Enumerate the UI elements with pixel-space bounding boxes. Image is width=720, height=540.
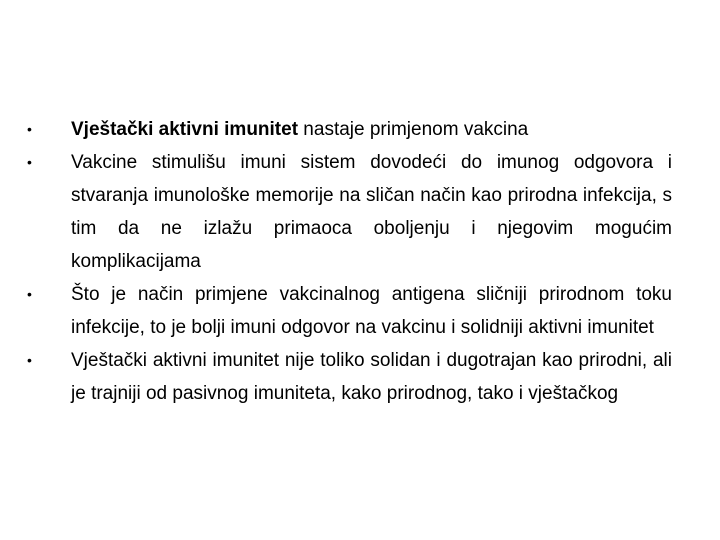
bullet-item-2-text: Vakcine stimulišu imuni sistem dovodeći do imunog odgovora i stvaranja imunološke memorije na sličan način kao prirodna infekcija, s tim da ne izlažu primaoca oboljenju i njegovim mogućim komplikacijama: [71, 152, 672, 272]
bullet-item-2: [27, 146, 672, 278]
bullet-list: [27, 113, 672, 410]
bullet-marker: •: [27, 286, 32, 302]
bullet-item-1: [27, 113, 672, 146]
bullet-item-4-text: Vještački aktivni imunitet nije toliko solidan i dugotrajan kao prirodni, ali je trajniji od pasivnog imuniteta, kako prirodnog, tako i vještačkog: [71, 350, 672, 404]
bullet-item-1-bold: Vještački aktivni imunitet: [71, 119, 299, 140]
bullet-marker: •: [27, 154, 32, 170]
bullet-item-1-text: nastaje primjenom vakcina: [298, 119, 529, 140]
bullet-item-4: [27, 344, 672, 410]
bullet-item-3-text: Što je način primjene vakcinalnog antigena sličniji prirodnom toku infekcije, to je bolji imuni odgovor na vakcinu i solidniji aktivni imunitet: [71, 284, 672, 338]
bullet-item-3: [27, 278, 672, 344]
bullet-marker: •: [27, 352, 32, 368]
bullet-marker: •: [27, 121, 32, 137]
